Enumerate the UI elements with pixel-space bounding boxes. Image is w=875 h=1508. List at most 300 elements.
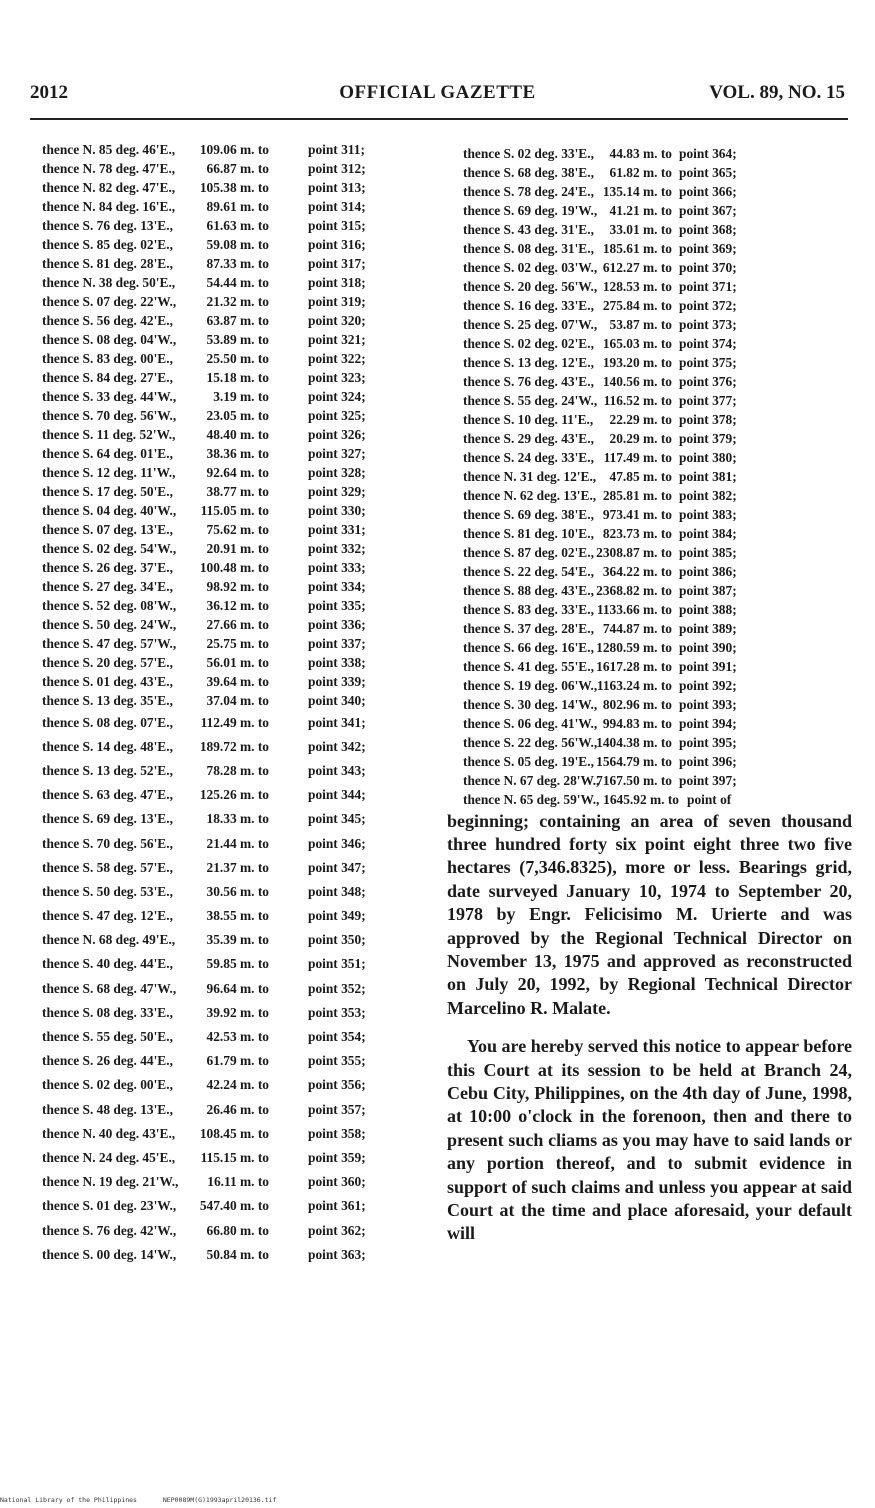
point-label: point 396; (679, 754, 737, 769)
distance: 109.06 m. to (199, 141, 269, 157)
point-label: point 386; (679, 563, 737, 579)
distance: 59.08 m. to (206, 236, 269, 252)
point-label: point 393; (679, 696, 737, 712)
point-label: point 385; (679, 544, 737, 560)
bearing: thence S. 69 deg. 13'E., (42, 811, 173, 827)
bearing: thence S. 02 deg. 33'E., (463, 145, 594, 161)
footer-filename: NEP0089M(G)1993april20136.tif (162, 1496, 277, 1504)
point-label: point 397; (679, 773, 737, 789)
bearing: thence S. 76 deg. 13'E., (42, 217, 173, 233)
distance: 117.49 m. to (603, 449, 672, 465)
bearing: thence S. 43 deg. 31'E., (463, 221, 594, 237)
boundary-line (447, 448, 852, 467)
boundary-line (36, 1243, 431, 1267)
bearing: thence S. 69 deg. 38'E., (463, 506, 594, 522)
point-label: point 324; (308, 388, 366, 404)
point-label: point 374; (679, 335, 737, 351)
bearing: thence S. 02 deg. 54'W., (42, 540, 177, 556)
distance: 21.32 m. to (206, 293, 269, 309)
boundary-line (36, 831, 431, 855)
bearing: thence N. 82 deg. 47'E., (42, 179, 176, 195)
boundary-line (36, 140, 431, 159)
boundary-line (447, 353, 852, 372)
boundary-line (36, 735, 431, 759)
point-label: point 371; (679, 278, 737, 294)
bearing: thence S. 08 deg. 31'E., (463, 240, 594, 256)
distance: 108.45 m. to (199, 1125, 269, 1141)
distance: 61.63 m. to (206, 217, 269, 233)
bearing: thence N. 24 deg. 45'E., (42, 1149, 176, 1165)
distance: 193.20 m. to (602, 354, 672, 370)
distance: 39.64 m. to (206, 673, 269, 689)
bearing: thence N. 31 deg. 12'E., (463, 468, 597, 484)
boundary-line (36, 880, 431, 904)
distance: 53.89 m. to (206, 331, 269, 347)
bearing: thence S. 22 deg. 56'W., (463, 734, 598, 750)
boundary-line (447, 714, 852, 733)
point-label: point 363; (308, 1246, 366, 1262)
distance: 50.84 m. to (206, 1246, 269, 1262)
right-column-lines (447, 144, 852, 810)
distance: 25.75 m. to (206, 635, 269, 651)
bearing: thence S. 26 deg. 37'E., (42, 559, 173, 575)
boundary-line (447, 163, 852, 182)
distance: 1163.24 m. to (596, 677, 672, 693)
distance: 2368.82 m. to (596, 582, 672, 598)
bearing: thence S. 08 deg. 04'W., (42, 331, 177, 347)
bearing: thence S. 70 deg. 56'W., (42, 407, 177, 423)
bearing: thence S. 26 deg. 44'E., (42, 1053, 173, 1069)
distance: 75.62 m. to (206, 521, 269, 537)
point-label: point 315; (308, 217, 366, 233)
scan-footer (0, 1496, 276, 1504)
distance: 98.92 m. to (206, 578, 269, 594)
boundary-line (36, 1073, 431, 1097)
bearing: thence S. 88 deg. 43'E., (463, 582, 594, 598)
distance: 38.55 m. to (206, 908, 269, 924)
point-label: point 378; (679, 411, 737, 427)
boundary-line (36, 501, 431, 520)
point-label: point 394; (679, 715, 737, 731)
boundary-line (36, 368, 431, 387)
publication-title: OFFICIAL GAZETTE (339, 82, 536, 103)
boundary-line (36, 759, 431, 783)
volume-number: VOL. 89, NO. 15 (709, 82, 845, 103)
point-label: point 317; (308, 255, 366, 271)
boundary-closing-paragraph: beginning; containing an area of seven thousand three hundred forty six point eight three two five hectares (7,346.8325), more or less. Bearings grid, date surveyed January 10, 1974 to September 20, 1978 by Engr. Felicisimo M. Urierte and was approved by the Regional Technical Director on November 13, 1975 and approved as reconstructed on July 20, 1992, by Regional Technical Director Marcelino R. Malate. (447, 810, 852, 1018)
boundary-line (447, 619, 852, 638)
point-label: point 348; (308, 883, 366, 899)
point-label: point 341; (308, 714, 366, 730)
distance: 48.40 m. to (206, 426, 269, 442)
distance: 115.05 m. to (200, 502, 269, 518)
boundary-line (36, 349, 431, 368)
boundary-line (36, 904, 431, 928)
point-label: point 366; (679, 183, 737, 199)
boundary-line (36, 691, 431, 710)
boundary-line (36, 977, 431, 1001)
bearing: thence N. 38 deg. 50'E., (42, 274, 176, 290)
bearing: thence S. 40 deg. 44'E., (42, 956, 173, 972)
boundary-line (447, 410, 852, 429)
boundary-line (36, 254, 431, 273)
bearing: thence S. 06 deg. 41'W., (463, 715, 598, 731)
bearing: thence N. 68 deg. 49'E., (42, 932, 176, 948)
bearing: thence S. 01 deg. 43'E., (42, 673, 173, 689)
boundary-line (447, 201, 852, 220)
point-label: point 356; (308, 1077, 366, 1093)
distance: 1404.38 m. to (596, 734, 672, 750)
bearing: thence S. 01 deg. 23'W., (42, 1198, 177, 1214)
boundary-line (36, 539, 431, 558)
boundary-line (447, 334, 852, 353)
boundary-line (447, 543, 852, 562)
distance: 87.33 m. to (206, 255, 269, 271)
point-label: point 350; (308, 932, 366, 948)
boundary-line (36, 1001, 431, 1025)
bearing: thence S. 12 deg. 11'W., (42, 464, 176, 480)
point-label: point 331; (308, 521, 366, 537)
point-label: point 384; (679, 525, 737, 541)
boundary-line (447, 391, 852, 410)
point-label: point 340; (308, 692, 366, 708)
boundary-line (447, 753, 852, 772)
distance: 285.81 m. to (602, 487, 672, 503)
bearing: thence S. 30 deg. 14'W., (463, 696, 598, 712)
boundary-line (36, 783, 431, 807)
boundary-line (36, 406, 431, 425)
bearing: thence S. 55 deg. 24'W., (463, 392, 598, 408)
point-label: point 362; (308, 1222, 366, 1238)
bearing: thence N. 78 deg. 47'E., (42, 160, 176, 176)
point-label: point 352; (308, 980, 366, 996)
point-label: point 369; (679, 240, 737, 256)
boundary-line (447, 791, 852, 810)
point-label: point 327; (308, 445, 366, 461)
boundary-line (36, 634, 431, 653)
boundary-line (36, 1146, 431, 1170)
boundary-line (447, 676, 852, 695)
bearing: thence S. 02 deg. 03'W., (463, 259, 598, 275)
distance: 547.40 m. to (199, 1198, 269, 1214)
boundary-line (36, 807, 431, 831)
boundary-line (447, 182, 852, 201)
distance: 47.85 m. to (609, 468, 672, 484)
distance: 42.53 m. to (206, 1029, 269, 1044)
boundary-line (447, 277, 852, 296)
point-label: point 318; (308, 274, 366, 290)
boundary-line (447, 296, 852, 315)
point-label: point 313; (308, 179, 366, 195)
distance: 125.26 m. to (199, 787, 269, 803)
distance: 1564.79 m. to (596, 754, 672, 769)
distance: 21.44 m. to (206, 835, 269, 851)
distance: 994.83 m. to (602, 715, 672, 731)
distance: 116.52 m. to (603, 392, 672, 408)
point-label: point 349; (308, 908, 366, 924)
point-label: point 391; (679, 658, 737, 674)
distance: 973.41 m. to (602, 506, 672, 522)
point-label: point 373; (679, 316, 737, 332)
boundary-line (36, 292, 431, 311)
point-label: point 357; (308, 1101, 366, 1117)
point-label: point 381; (679, 468, 737, 484)
point-label: point 395; (679, 734, 737, 750)
point-label: point 354; (308, 1029, 366, 1044)
distance: 1280.59 m. to (596, 639, 672, 655)
boundary-line (447, 486, 852, 505)
bearing: thence N. 62 deg. 13'E., (463, 487, 597, 503)
distance: 7167.50 m. to (596, 773, 672, 789)
bearing: thence S. 63 deg. 47'E., (42, 787, 173, 803)
point-label: point 353; (308, 1004, 366, 1020)
point-label: point 347; (308, 859, 366, 875)
boundary-line (36, 197, 431, 216)
point-label: point 343; (308, 762, 366, 778)
distance: 66.80 m. to (206, 1222, 269, 1238)
distance: 38.36 m. to (206, 445, 269, 461)
point-label: point 376; (679, 373, 737, 389)
distance: 15.18 m. to (206, 369, 269, 385)
boundary-line (447, 220, 852, 239)
distance: 802.96 m. to (602, 696, 672, 712)
distance: 37.04 m. to (206, 692, 269, 708)
distance: 30.56 m. to (206, 883, 269, 899)
bearing: thence S. 68 deg. 47'W., (42, 980, 177, 996)
distance: 20.91 m. to (206, 540, 269, 556)
boundary-line (447, 144, 852, 163)
bearing: thence S. 07 deg. 22'W., (42, 293, 177, 309)
bearing: thence S. 83 deg. 33'E., (463, 601, 594, 617)
point-label: point 355; (308, 1053, 366, 1069)
bearing: thence S. 50 deg. 53'E., (42, 883, 173, 899)
bearing: thence S. 24 deg. 33'E., (463, 449, 594, 465)
bearing: thence S. 08 deg. 07'E., (42, 714, 173, 730)
boundary-line (36, 1122, 431, 1146)
point-label: point 314; (308, 198, 366, 214)
boundary-line (36, 444, 431, 463)
distance: 27.66 m. to (206, 616, 269, 632)
point-label: point 332; (308, 540, 366, 556)
point-label: point 367; (679, 202, 737, 218)
bearing: thence S. 81 deg. 10'E., (463, 525, 594, 541)
bearing: thence N. 67 deg. 28'W., (463, 773, 600, 789)
boundary-line (36, 273, 431, 292)
distance: 21.37 m. to (206, 859, 269, 875)
bearing: thence S. 78 deg. 24'E., (463, 183, 594, 199)
boundary-line (447, 772, 852, 791)
distance: 42.24 m. to (206, 1077, 269, 1093)
point-label: point 380; (679, 449, 737, 465)
bearing: thence S. 20 deg. 57'E., (42, 654, 173, 670)
distance: 165.03 m. to (602, 335, 672, 351)
point-label: point 325; (308, 407, 366, 423)
boundary-line (36, 330, 431, 349)
distance: 612.27 m. to (602, 259, 672, 275)
distance: 3.19 m. to (213, 388, 269, 404)
bearing: thence S. 84 deg. 27'E., (42, 369, 173, 385)
bearing: thence S. 04 deg. 40'W., (42, 502, 177, 518)
boundary-line (36, 928, 431, 952)
distance: 78.28 m. to (206, 762, 269, 778)
boundary-line (447, 467, 852, 486)
boundary-line (447, 600, 852, 619)
point-label: point 382; (679, 487, 737, 503)
boundary-line (447, 657, 852, 676)
bearing: thence S. 69 deg. 19'W., (463, 202, 598, 218)
boundary-line (447, 429, 852, 448)
distance: 185.61 m. to (602, 240, 672, 256)
point-label: point 326; (308, 426, 366, 442)
distance: 135.14 m. to (602, 183, 672, 199)
distance: 20.29 m. to (609, 430, 672, 446)
footer-library: National Library of the Philippines (0, 1496, 137, 1504)
boundary-line (36, 178, 431, 197)
bearing: thence S. 05 deg. 19'E., (463, 754, 594, 769)
distance: 22.29 m. to (609, 411, 672, 427)
point-label: point 359; (308, 1149, 366, 1165)
bearing: thence S. 55 deg. 50'E., (42, 1029, 173, 1044)
boundary-line (36, 1194, 431, 1218)
page-number: 2012 (30, 82, 68, 103)
distance: 61.79 m. to (206, 1053, 269, 1069)
point-label: point 321; (308, 331, 366, 347)
bearing: thence N. 40 deg. 43'E., (42, 1125, 176, 1141)
boundary-line (447, 505, 852, 524)
bearing: thence S. 14 deg. 48'E., (42, 738, 173, 754)
point-label: point 336; (308, 616, 366, 632)
distance: 1645.92 m. to (603, 792, 679, 808)
boundary-line (36, 672, 431, 691)
bearing: thence S. 64 deg. 01'E., (42, 445, 173, 461)
point-label: point of (687, 792, 732, 808)
boundary-line (36, 558, 431, 577)
distance: 35.39 m. to (206, 932, 269, 948)
point-label: point 368; (679, 221, 737, 237)
bearing: thence S. 81 deg. 28'E., (42, 255, 173, 271)
boundary-line (36, 159, 431, 178)
boundary-line (36, 425, 431, 444)
court-notice-paragraph: You are hereby served this notice to appear before this Court at its session to be held at Branch 24, Cebu City, Philippines, on the 4th day of June, 1998, at 10:00 o'clock in the forenoon, then and there to present such cliams as you may have to said lands or any portion thereof, and to submit evidence in support of such claims and unless you appear at said Court at the time and place aforesaid, your default will (447, 1036, 852, 1244)
point-label: point 338; (308, 654, 366, 670)
bearing: thence S. 56 deg. 42'E., (42, 312, 173, 328)
point-label: point 383; (679, 506, 737, 522)
point-label: point 351; (308, 956, 366, 972)
bearing: thence S. 87 deg. 02'E., (463, 544, 594, 560)
boundary-line (447, 315, 852, 334)
bearing: thence N. 84 deg. 16'E., (42, 198, 176, 214)
boundary-line (36, 577, 431, 596)
bearing: thence S. 02 deg. 02'E., (463, 335, 594, 351)
boundary-line (447, 695, 852, 714)
boundary-line (36, 387, 431, 406)
point-label: point 316; (308, 236, 366, 252)
bearing: thence S. 76 deg. 42'W., (42, 1222, 177, 1238)
bearing: thence S. 33 deg. 44'W., (42, 388, 177, 404)
point-label: point 330; (308, 502, 366, 518)
boundary-line (447, 372, 852, 391)
boundary-line (447, 258, 852, 277)
distance: 56.01 m. to (206, 654, 269, 670)
distance: 140.56 m. to (602, 373, 672, 389)
distance: 53.87 m. to (609, 316, 672, 332)
bearing: thence S. 52 deg. 08'W., (42, 597, 177, 613)
point-label: point 361; (308, 1198, 366, 1214)
bearing: thence S. 29 deg. 43'E., (463, 430, 594, 446)
point-label: point 345; (308, 811, 366, 827)
boundary-line (36, 615, 431, 634)
boundary-line (447, 562, 852, 581)
distance: 1133.66 m. to (596, 601, 672, 617)
bearing: thence S. 27 deg. 34'E., (42, 578, 173, 594)
point-label: point 358; (308, 1125, 366, 1141)
boundary-line (447, 239, 852, 258)
point-label: point 319; (308, 293, 366, 309)
bearing: thence S. 47 deg. 57'W., (42, 635, 177, 651)
page-header (30, 82, 845, 108)
bearing: thence S. 58 deg. 57'E., (42, 859, 173, 875)
right-column (447, 144, 852, 1246)
boundary-line (36, 520, 431, 539)
bearing: thence S. 20 deg. 56'W., (463, 278, 598, 294)
bearing: thence S. 85 deg. 02'E., (42, 236, 173, 252)
boundary-line (36, 463, 431, 482)
distance: 92.64 m. to (206, 464, 269, 480)
point-label: point 328; (308, 464, 366, 480)
distance: 41.21 m. to (609, 202, 672, 218)
point-label: point 389; (679, 620, 737, 636)
bearing: thence S. 02 deg. 00'E., (42, 1077, 173, 1093)
point-label: point 392; (679, 677, 737, 693)
distance: 823.73 m. to (602, 525, 672, 541)
point-label: point 312; (308, 160, 366, 176)
distance: 59.85 m. to (206, 956, 269, 972)
point-label: point 364; (679, 145, 737, 161)
header-rule (30, 118, 848, 120)
bearing: thence S. 68 deg. 38'E., (463, 164, 594, 180)
bearing: thence S. 22 deg. 54'E., (463, 563, 594, 579)
point-label: point 372; (679, 297, 737, 313)
distance: 66.87 m. to (206, 160, 269, 176)
distance: 189.72 m. to (199, 738, 269, 754)
point-label: point 346; (308, 835, 366, 851)
point-label: point 311; (308, 141, 365, 157)
point-label: point 342; (308, 738, 366, 754)
bearing: thence S. 10 deg. 11'E., (463, 411, 594, 427)
bearing: thence S. 47 deg. 12'E., (42, 908, 173, 924)
point-label: point 388; (679, 601, 737, 617)
boundary-line (36, 596, 431, 615)
distance: 18.33 m. to (206, 811, 269, 827)
distance: 275.84 m. to (602, 297, 672, 313)
distance: 89.61 m. to (206, 198, 269, 214)
bearing: thence S. 16 deg. 33'E., (463, 297, 594, 313)
bearing: thence S. 37 deg. 28'E., (463, 620, 594, 636)
boundary-line (36, 1170, 431, 1194)
bearing: thence S. 13 deg. 12'E., (463, 354, 594, 370)
point-label: point 344; (308, 787, 366, 803)
distance: 44.83 m. to (609, 145, 672, 161)
bearing: thence S. 70 deg. 56'E., (42, 835, 173, 851)
boundary-line (36, 710, 431, 734)
left-column (36, 140, 431, 1267)
distance: 63.87 m. to (206, 312, 269, 328)
distance: 54.44 m. to (206, 274, 269, 290)
bearing: thence S. 25 deg. 07'W., (463, 316, 598, 332)
bearing: thence S. 41 deg. 55'E., (463, 658, 594, 674)
distance: 36.12 m. to (206, 597, 269, 613)
distance: 96.64 m. to (206, 980, 269, 996)
